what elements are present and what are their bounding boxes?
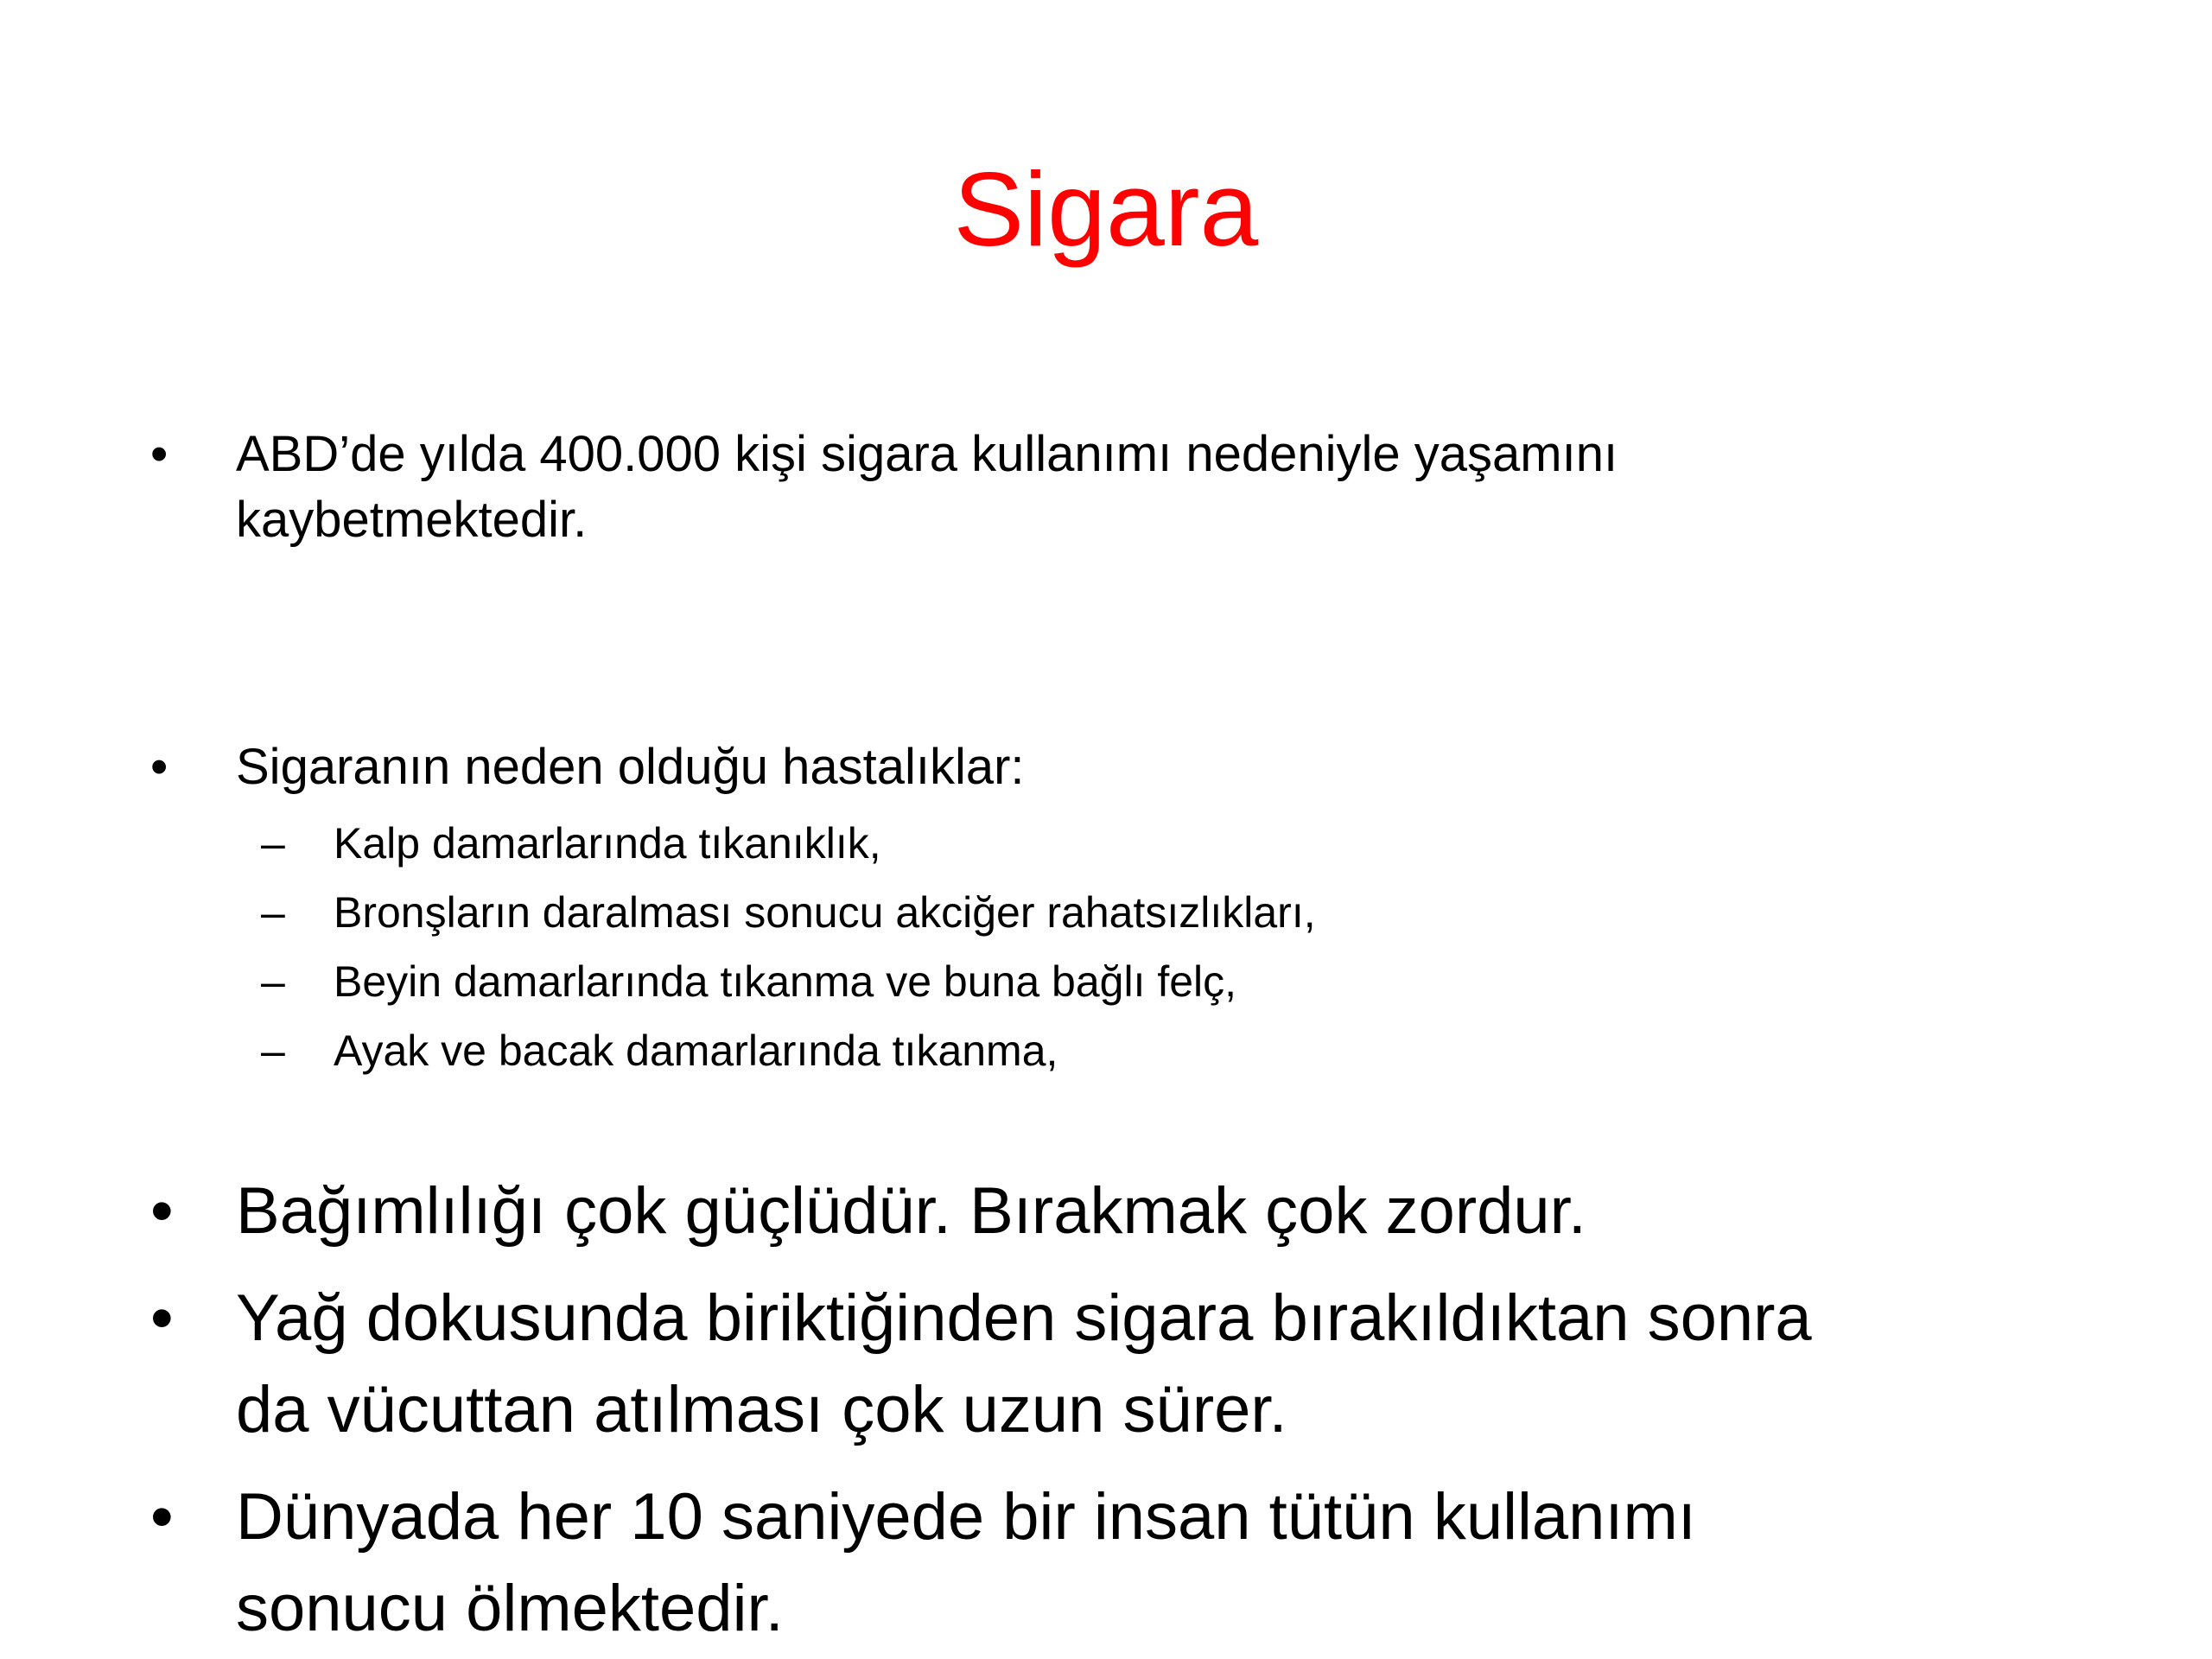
bullet-5-line-2: sonucu ölmektedir.: [236, 1572, 784, 1645]
sub-item-3: Beyin damarlarında tıkanma ve buna bağlı felç,: [334, 957, 1237, 1006]
sub-bullet-marker: –: [261, 1027, 285, 1075]
bullet-4-line-2: da vücuttan atılması çok uzun sürer.: [236, 1373, 1287, 1446]
bullet-5-line-1: Dünyada her 10 saniyede bir insan tütün kullanımı: [236, 1480, 1696, 1554]
sub-item-1: Kalp damarlarında tıkanıklık,: [334, 819, 881, 868]
bullet-marker: •: [150, 1174, 174, 1248]
bullet-2-line-1: Sigaranın neden olduğu hastalıklar:: [236, 739, 1025, 795]
bullet-3-line-1: Bağımlılığı çok güçlüdür. Bırakmak çok zordur.: [236, 1174, 1586, 1248]
bullet-1-line-2: kaybetmektedir.: [236, 492, 588, 548]
sub-bullet-marker: –: [261, 888, 285, 937]
slide-title: Sigara: [953, 150, 1259, 268]
sub-bullet-marker: –: [261, 957, 285, 1006]
sub-bullet-marker: –: [261, 819, 285, 868]
sub-item-4: Ayak ve bacak damarlarında tıkanma,: [334, 1027, 1058, 1075]
bullet-marker: •: [150, 739, 168, 795]
bullet-marker: •: [150, 1480, 174, 1554]
bullet-4-line-1: Yağ dokusunda biriktiğinden sigara bırakıldıktan sonra: [236, 1281, 1812, 1355]
bullet-1-line-1: ABD’de yılda 400.000 kişi sigara kullanımı nedeniyle yaşamını: [236, 426, 1618, 482]
bullet-marker: •: [150, 1281, 174, 1355]
bullet-marker: •: [150, 426, 168, 482]
sub-item-2: Bronşların daralması sonucu akciğer rahatsızlıkları,: [334, 888, 1316, 937]
